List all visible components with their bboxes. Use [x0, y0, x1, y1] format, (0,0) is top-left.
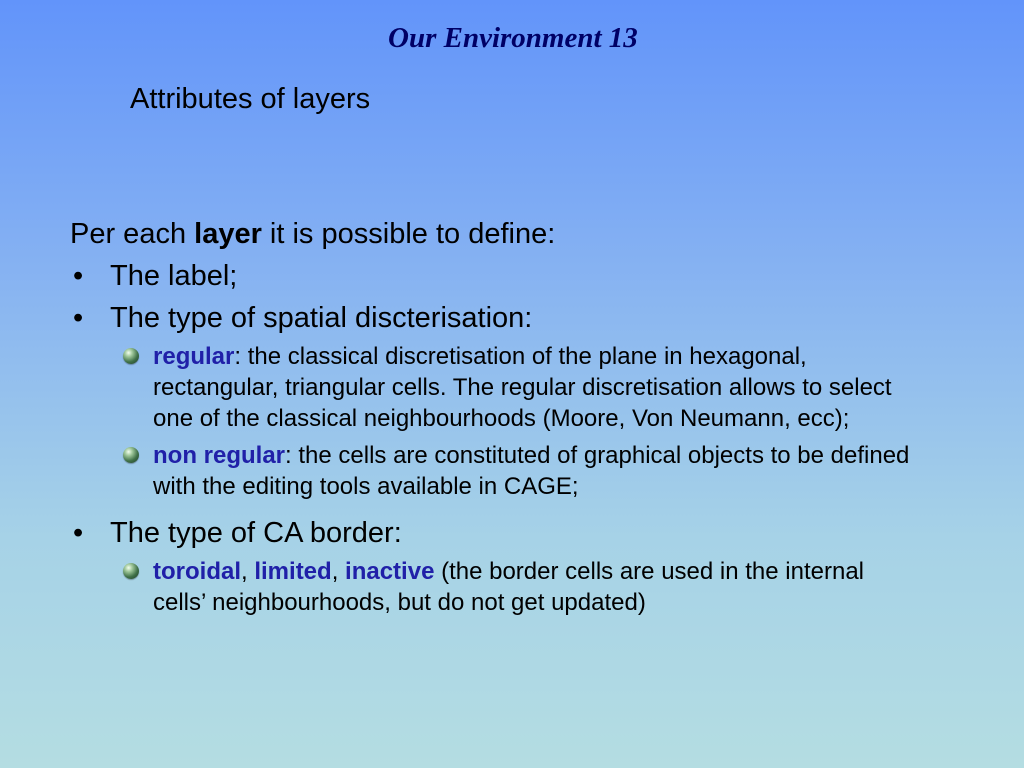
sub-item-non-regular — [153, 440, 913, 502]
intro-bold-layer: layer — [194, 218, 262, 250]
keyword-toroidal: toroidal — [153, 558, 241, 585]
bullet-border — [70, 512, 950, 554]
keyword-regular: regular — [153, 343, 235, 370]
keyword-limited: limited — [254, 558, 332, 585]
intro-line — [70, 213, 950, 255]
slide-header: Our Environment 13 — [388, 22, 638, 54]
bullet-text: The label; — [110, 260, 238, 292]
bullet-dot: • — [73, 260, 84, 292]
bullet-label — [70, 255, 950, 297]
sub-item-regular — [153, 341, 913, 434]
intro-before: Per each — [70, 218, 195, 250]
sphere-bullet-icon — [123, 348, 139, 364]
slide-content — [70, 213, 950, 618]
sphere-bullet-icon — [123, 447, 139, 463]
bullet-text: The type of spatial discterisation: — [110, 302, 533, 334]
separator: , — [241, 558, 255, 585]
keyword-inactive: inactive — [345, 558, 435, 585]
intro-after: it is possible to define: — [261, 218, 556, 250]
separator: , — [331, 558, 346, 585]
sphere-bullet-icon — [123, 563, 139, 579]
sub-item-text: (the border cells are used in the internal cells’ neighbourhoods, but do not get updated) — [153, 558, 864, 616]
keyword-non-regular: non regular — [153, 442, 286, 469]
bullet-dot: • — [73, 302, 84, 334]
sub-item-text: : the classical discretisation of the plane in hexagonal, rectangular, triangular cells. The regular discretisation allows to select one of the classical neighbourhoods (Moore, Von Neumann, ecc); — [153, 343, 892, 432]
sub-item-border-types — [153, 556, 913, 618]
bullet-discretisation — [70, 297, 950, 339]
slide-subtitle: Attributes of layers — [130, 83, 371, 115]
bullet-text: The type of CA border: — [110, 517, 402, 549]
sub-item-text: : the cells are constituted of graphical objects to be defined with the editing tools available in CAGE; — [153, 442, 910, 500]
bullet-dot: • — [73, 517, 84, 549]
